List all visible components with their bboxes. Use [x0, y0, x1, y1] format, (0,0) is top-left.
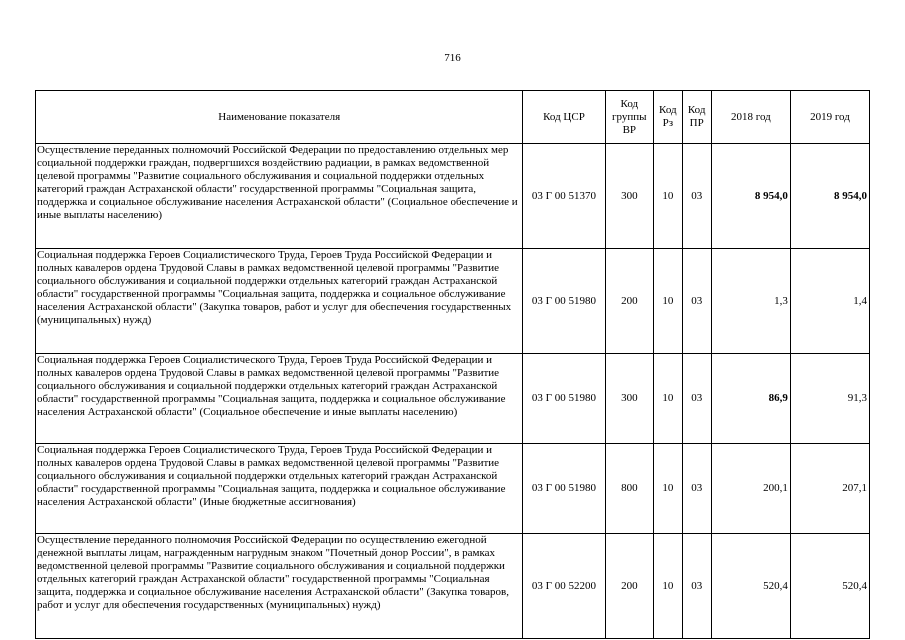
row-name: Социальная поддержка Героев Социалистического Труда, Героев Труда Российской Федерации и полных кавалеров ордена Трудовой Славы в рамках ведомственной целевой программы "Развитие социального обслуживания и социальной поддержки отдельных категорий граждан Астраханской области" государственной программы "Социальная защита, поддержка и социальное обслуживание населения Астраханской области" (Иные бюджетные ассигнования) — [36, 444, 523, 534]
table-row — [36, 534, 870, 639]
header-2018: 2018 год — [711, 91, 790, 144]
row-pr-code: 03 — [682, 144, 711, 249]
row-name: Социальная поддержка Героев Социалистического Труда, Героев Труда Российской Федерации и полных кавалеров ордена Трудовой Славы в рамках ведомственной целевой программы "Развитие социального обслуживания и социальной поддержки отдельных категорий граждан Астраханской области" государственной программы "Социальная защита, поддержка и социальное обслуживание населения Астраханской области" (Социальное обеспечение и иные выплаты населению) — [36, 354, 523, 444]
row-rz-code: 10 — [654, 534, 682, 639]
row-2018-amount: 200,1 — [711, 444, 790, 534]
page-number: 716 — [444, 52, 461, 64]
header-pr-code: Код ПР — [682, 91, 711, 144]
header-vr-code: Код группы ВР — [605, 91, 654, 144]
row-csr-code: 03 Г 00 51980 — [523, 444, 605, 534]
row-rz-code: 10 — [654, 444, 682, 534]
row-2019-amount: 91,3 — [790, 354, 869, 444]
row-2019-amount: 8 954,0 — [790, 144, 869, 249]
row-csr-code: 03 Г 00 51980 — [523, 249, 605, 354]
row-rz-code: 10 — [654, 144, 682, 249]
row-rz-code: 10 — [654, 249, 682, 354]
row-name: Социальная поддержка Героев Социалистического Труда, Героев Труда Российской Федерации и полных кавалеров ордена Трудовой Славы в рамках ведомственной целевой программы "Развитие социального обслуживания и социальной поддержки отдельных категорий граждан Астраханской области" государственной программы "Социальная защита, поддержка и социальное обслуживание населения Астраханской области" (Закупка товаров, работ и услуг для обеспечения государственных (муниципальных) нужд) — [36, 249, 523, 354]
row-csr-code: 03 Г 00 51370 — [523, 144, 605, 249]
row-name: Осуществление переданного полномочия Российской Федерации по осуществлению ежегодной денежной выплаты лицам, награжденным нагрудным знаком "Почетный донор России", в рамках ведомственной целевой программы "Развитие социального обслуживания и социальной поддержки отдельных категорий граждан Астраханской области" государственной программы "Социальная защита, поддержка и социальное обслуживание населения Астраханской области" (Закупка товаров, работ и услуг для обеспечения государственных (муниципальных) нужд) — [36, 534, 523, 639]
row-2019-amount: 1,4 — [790, 249, 869, 354]
header-rz-code: Код Рз — [654, 91, 682, 144]
row-2019-amount: 520,4 — [790, 534, 869, 639]
row-2018-amount: 1,3 — [711, 249, 790, 354]
row-csr-code: 03 Г 00 52200 — [523, 534, 605, 639]
row-vr-code: 800 — [605, 444, 654, 534]
row-name: Осуществление переданных полномочий Российской Федерации по предоставлению отдельных мер социальной поддержки граждан, подвергшихся воздействию радиации, в рамках ведомственной целевой программы "Развитие социального обслуживания и социальной поддержки отдельных категорий граждан Астраханской области" государственной программы "Социальная защита, поддержка и социальное обслуживание населения Астраханской области" (Социальное обеспечение и иные выплаты населению) — [36, 144, 523, 249]
row-vr-code: 200 — [605, 249, 654, 354]
table-row — [36, 249, 870, 354]
row-csr-code: 03 Г 00 51980 — [523, 354, 605, 444]
row-vr-code: 200 — [605, 534, 654, 639]
row-vr-code: 300 — [605, 144, 654, 249]
row-pr-code: 03 — [682, 534, 711, 639]
header-2019: 2019 год — [790, 91, 869, 144]
row-2019-amount: 207,1 — [790, 444, 869, 534]
header-csr-code: Код ЦСР — [523, 91, 605, 144]
row-pr-code: 03 — [682, 444, 711, 534]
row-vr-code: 300 — [605, 354, 654, 444]
row-2018-amount: 8 954,0 — [711, 144, 790, 249]
table-row — [36, 144, 870, 249]
row-rz-code: 10 — [654, 354, 682, 444]
table-header-row — [36, 91, 870, 144]
row-2018-amount: 520,4 — [711, 534, 790, 639]
table-row — [36, 444, 870, 534]
row-pr-code: 03 — [682, 354, 711, 444]
table-row — [36, 354, 870, 444]
row-2018-amount: 86,9 — [711, 354, 790, 444]
header-name: Наименование показателя — [36, 91, 523, 144]
row-pr-code: 03 — [682, 249, 711, 354]
budget-table — [35, 90, 870, 639]
